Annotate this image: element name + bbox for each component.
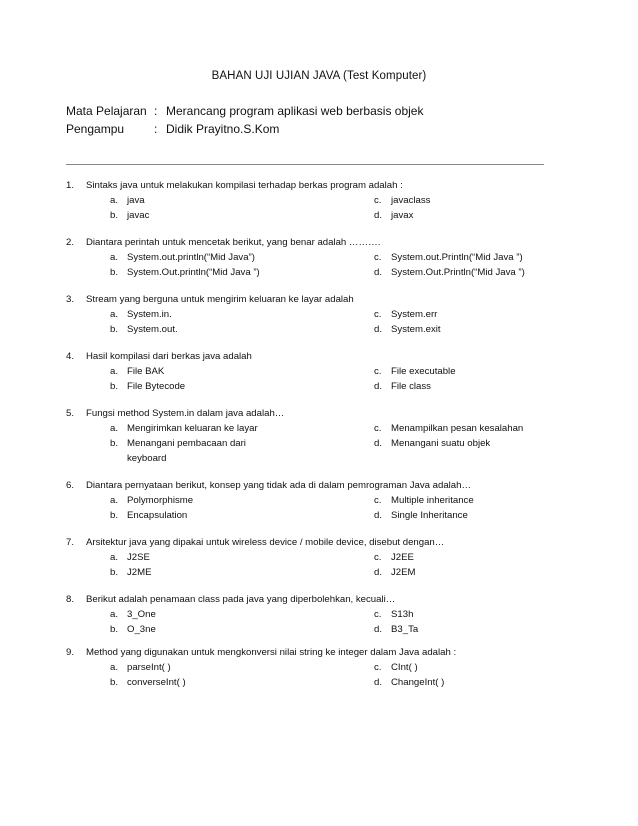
teacher-separator: : xyxy=(154,122,158,136)
option-letter: d. xyxy=(374,267,383,278)
option-d[interactable] xyxy=(374,436,564,451)
option-text: File class xyxy=(391,381,431,392)
option-letter: d. xyxy=(374,567,383,578)
option-letter: a. xyxy=(110,252,119,263)
teacher-value: Didik Prayitno.S.Kom xyxy=(166,122,280,136)
option-c[interactable] xyxy=(374,660,564,675)
option-c[interactable] xyxy=(374,307,564,322)
question-text: Diantara perintah untuk mencetak berikut, yang benar adalah ………. xyxy=(86,237,381,248)
option-letter: b. xyxy=(110,567,119,578)
option-a[interactable] xyxy=(110,493,360,508)
option-b[interactable] xyxy=(110,622,360,637)
option-letter: b. xyxy=(110,381,119,392)
question-number: 8. xyxy=(66,594,75,605)
option-d[interactable] xyxy=(374,208,564,223)
option-c[interactable] xyxy=(374,607,564,622)
question-number: 3. xyxy=(66,294,75,305)
option-letter: d. xyxy=(374,677,383,688)
option-a[interactable] xyxy=(110,421,360,436)
option-text: O_3ne xyxy=(127,624,156,635)
question-text: Fungsi method System.in dalam java adalah… xyxy=(86,408,285,419)
option-b[interactable] xyxy=(110,379,360,394)
option-letter: c. xyxy=(374,495,382,506)
option-a[interactable] xyxy=(110,607,360,622)
option-b[interactable] xyxy=(110,565,360,580)
question-number: 7. xyxy=(66,537,75,548)
option-letter: c. xyxy=(374,609,382,620)
option-text: Menampilkan pesan kesalahan xyxy=(391,423,524,434)
document-title: BAHAN UJI UJIAN JAVA (Test Komputer) xyxy=(211,70,427,82)
option-text: Menangani suatu objek xyxy=(391,438,491,449)
option-letter: b. xyxy=(110,624,119,635)
option-letter: a. xyxy=(110,423,119,434)
option-a[interactable] xyxy=(110,193,360,208)
option-letter: c. xyxy=(374,662,382,673)
option-b[interactable] xyxy=(110,675,360,690)
option-d[interactable] xyxy=(374,508,564,523)
option-text: java xyxy=(127,195,145,206)
question xyxy=(66,406,566,421)
option-letter: a. xyxy=(110,309,119,320)
option-text: System.out.Println(“Mid Java ”) xyxy=(391,252,523,263)
option-letter: b. xyxy=(110,210,119,221)
option-text: File Bytecode xyxy=(127,381,186,392)
option-letter: a. xyxy=(110,195,119,206)
option-text: parseInt( ) xyxy=(127,662,171,673)
option-text: javac xyxy=(127,210,150,221)
option-text: converseInt( ) xyxy=(127,677,186,688)
option-d[interactable] xyxy=(374,675,564,690)
option-text: ChangeInt( ) xyxy=(391,677,445,688)
option-d[interactable] xyxy=(374,622,564,637)
option-c[interactable] xyxy=(374,364,564,379)
question xyxy=(66,478,566,493)
question-number: 1. xyxy=(66,180,75,191)
subject-label: Mata Pelajaran xyxy=(66,104,147,118)
option-letter: d. xyxy=(374,381,383,392)
option-text: System.out. xyxy=(127,324,178,335)
option-text: J2EE xyxy=(391,552,414,563)
question xyxy=(66,349,566,364)
option-letter: d. xyxy=(374,438,383,449)
option-d[interactable] xyxy=(374,265,564,280)
option-text: System.Out.println(“Mid Java ”) xyxy=(127,267,260,278)
option-b[interactable] xyxy=(110,508,360,523)
option-a[interactable] xyxy=(110,660,360,675)
option-letter: b. xyxy=(110,438,119,449)
question xyxy=(66,178,566,193)
option-letter: c. xyxy=(374,309,382,320)
option-text: javaclass xyxy=(391,195,431,206)
option-c[interactable] xyxy=(374,193,564,208)
question-number: 4. xyxy=(66,351,75,362)
question-text: Hasil kompilasi dari berkas java adalah xyxy=(86,351,252,362)
header-divider xyxy=(66,164,544,165)
option-letter: d. xyxy=(374,210,383,221)
option-letter: b. xyxy=(110,267,119,278)
option-letter: a. xyxy=(110,552,119,563)
option-text: System.Out.Println(“Mid Java ”) xyxy=(391,267,525,278)
subject-row xyxy=(66,104,423,118)
option-text: javax xyxy=(391,210,414,221)
question-number: 2. xyxy=(66,237,75,248)
question-number: 6. xyxy=(66,480,75,491)
option-text: File executable xyxy=(391,366,456,377)
option-text: Polymorphisme xyxy=(127,495,194,506)
option-letter: c. xyxy=(374,552,382,563)
question-number: 9. xyxy=(66,647,75,658)
question-number: 5. xyxy=(66,408,75,419)
option-letter: b. xyxy=(110,510,119,521)
option-letter: a. xyxy=(110,366,119,377)
option-text: 3_One xyxy=(127,609,156,620)
option-letter: c. xyxy=(374,423,382,434)
teacher-row xyxy=(66,122,279,136)
option-text: B3_Ta xyxy=(391,624,419,635)
option-d[interactable] xyxy=(374,565,564,580)
question xyxy=(66,592,566,607)
option-a[interactable] xyxy=(110,307,360,322)
option-c[interactable] xyxy=(374,250,564,265)
subject-value: Merancang program aplikasi web berbasis objek xyxy=(166,104,424,118)
option-d[interactable] xyxy=(374,322,564,337)
option-letter: b. xyxy=(110,324,119,335)
option-c[interactable] xyxy=(374,550,564,565)
option-letter: d. xyxy=(374,624,383,635)
question-text: Stream yang berguna untuk mengirim keluaran ke layar adalah xyxy=(86,294,354,305)
option-text: Multiple inheritance xyxy=(391,495,474,506)
option-b[interactable] xyxy=(110,322,360,337)
option-letter: c. xyxy=(374,195,382,206)
question-text: Sintaks java untuk melakukan kompilasi terhadap berkas program adalah : xyxy=(86,180,403,191)
option-letter: a. xyxy=(110,495,119,506)
option-text: Mengirimkan keluaran ke layar xyxy=(127,423,258,434)
option-letter: a. xyxy=(110,609,119,620)
option-a[interactable] xyxy=(110,250,360,265)
option-letter: a. xyxy=(110,662,119,673)
option-c[interactable] xyxy=(374,421,564,436)
teacher-label: Pengampu xyxy=(66,122,125,136)
question-text: Arsitektur java yang dipakai untuk wireless device / mobile device, disebut dengan… xyxy=(86,537,445,548)
option-a[interactable] xyxy=(110,364,360,379)
option-text: System.exit xyxy=(391,324,441,335)
option-text: Single Inheritance xyxy=(391,510,468,521)
option-text: J2SE xyxy=(127,552,150,563)
option-letter: c. xyxy=(374,252,382,263)
question-text: Method yang digunakan untuk mengkonversi nilai string ke integer dalam Java adalah : xyxy=(86,647,457,658)
option-a[interactable] xyxy=(110,550,360,565)
question-text: Diantara pernyataan berikut, konsep yang tidak ada di dalam pemrograman Java adalah… xyxy=(86,480,472,491)
option-d[interactable] xyxy=(374,379,564,394)
question xyxy=(66,535,566,550)
option-b[interactable] xyxy=(110,265,360,280)
option-b[interactable] xyxy=(110,436,360,466)
option-text: Encapsulation xyxy=(127,510,188,521)
option-c[interactable] xyxy=(374,493,564,508)
option-text: J2ME xyxy=(127,567,152,578)
option-text: System.out.println(“Mid Java”) xyxy=(127,252,255,263)
option-b[interactable] xyxy=(110,208,360,223)
question xyxy=(66,235,566,250)
question-text: Berikut adalah penamaan class pada java yang diperbolehkan, kecuali… xyxy=(86,594,396,605)
option-text: S13h xyxy=(391,609,414,620)
option-letter: b. xyxy=(110,677,119,688)
option-text: System.in. xyxy=(127,309,172,320)
option-text: File BAK xyxy=(127,366,165,377)
option-text: CInt( ) xyxy=(391,662,418,673)
option-text: System.err xyxy=(391,309,438,320)
subject-separator: : xyxy=(154,104,158,118)
option-text: J2EM xyxy=(391,567,416,578)
question xyxy=(66,645,566,660)
option-letter: d. xyxy=(374,510,383,521)
option-text: Menangani pembacaan dari keyboard xyxy=(127,438,246,464)
question xyxy=(66,292,566,307)
option-letter: d. xyxy=(374,324,383,335)
option-letter: c. xyxy=(374,366,382,377)
